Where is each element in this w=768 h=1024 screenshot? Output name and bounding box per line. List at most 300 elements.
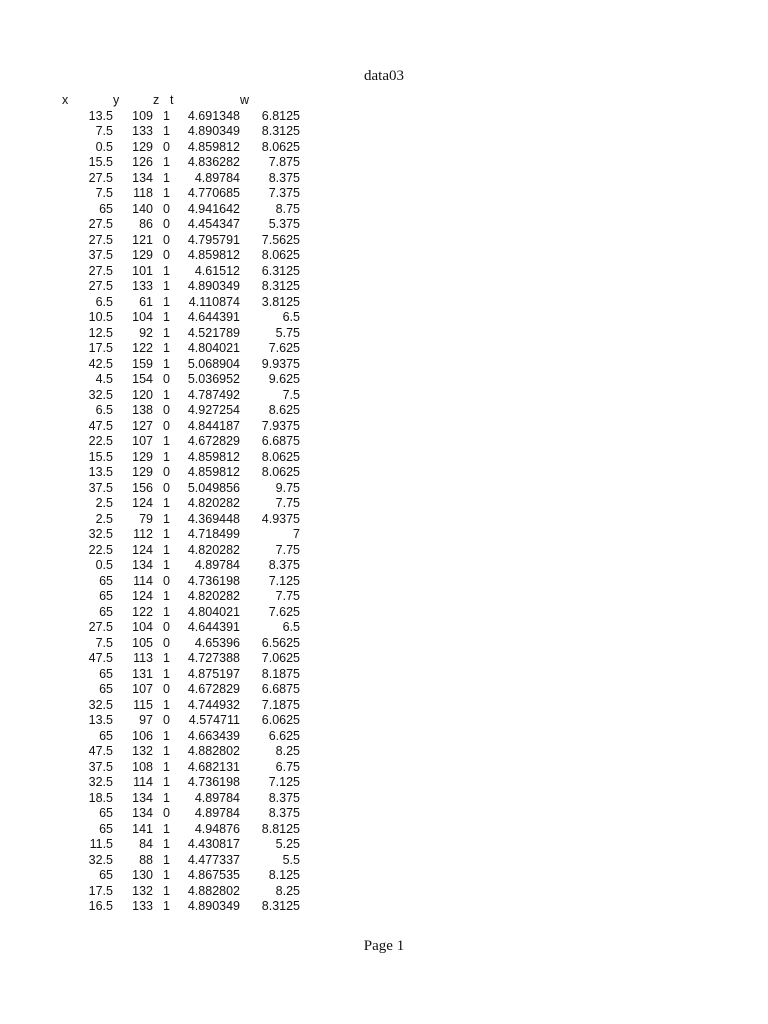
table-cell-x: 7.5 bbox=[95, 635, 113, 650]
table-cell-y: 113 bbox=[133, 651, 153, 665]
table-row bbox=[62, 806, 300, 822]
table-cell-t: 4.65396 bbox=[194, 635, 240, 650]
table-cell-z: 0 bbox=[163, 635, 170, 650]
table-cell-t: 4.89784 bbox=[194, 806, 240, 820]
table-cell-t: 4.89784 bbox=[194, 558, 240, 572]
table-cell-w: 6.0625 bbox=[261, 713, 300, 727]
table-row bbox=[62, 403, 300, 419]
table-cell-w: 9.9375 bbox=[261, 356, 300, 371]
table-cell-x: 65 bbox=[99, 589, 113, 603]
table-cell-w: 7.0625 bbox=[261, 651, 300, 665]
table-row bbox=[62, 233, 300, 249]
table-cell-y: 86 bbox=[139, 217, 153, 231]
table-cell-w: 8.375 bbox=[268, 170, 300, 185]
table-row bbox=[62, 124, 300, 140]
table-cell-w: 4.9375 bbox=[261, 511, 300, 526]
table-cell-t: 4.820282 bbox=[187, 589, 240, 603]
table-cell-x: 65 bbox=[99, 666, 113, 681]
table-row bbox=[62, 667, 300, 683]
table-cell-x: 0.5 bbox=[95, 558, 113, 572]
table-cell-w: 7 bbox=[293, 527, 300, 541]
table-cell-x: 32.5 bbox=[88, 527, 113, 541]
table-cell-w: 5.375 bbox=[268, 217, 300, 231]
table-cell-y: 92 bbox=[139, 325, 153, 340]
table-cell-y: 114 bbox=[133, 775, 153, 789]
table-cell-x: 27.5 bbox=[88, 279, 113, 293]
table-row bbox=[62, 465, 300, 481]
table-row bbox=[62, 775, 300, 791]
table-cell-y: 120 bbox=[132, 387, 153, 402]
table-cell-y: 108 bbox=[132, 759, 153, 774]
table-cell-y: 133 bbox=[132, 899, 153, 913]
table-cell-z: 1 bbox=[163, 744, 170, 758]
column-header-t: t bbox=[170, 93, 174, 107]
table-row bbox=[62, 109, 300, 125]
table-cell-x: 7.5 bbox=[95, 124, 113, 138]
table-cell-y: 124 bbox=[132, 496, 153, 510]
table-cell-w: 8.625 bbox=[268, 403, 300, 417]
table-row bbox=[62, 837, 300, 853]
table-cell-z: 1 bbox=[163, 821, 170, 836]
table-row bbox=[62, 186, 300, 202]
table-row bbox=[62, 155, 300, 171]
table-cell-z: 0 bbox=[163, 372, 170, 386]
table-cell-y: 84 bbox=[139, 837, 153, 851]
table-row bbox=[62, 822, 300, 838]
table-row bbox=[62, 620, 300, 636]
table-cell-x: 16.5 bbox=[88, 899, 113, 913]
table-row bbox=[62, 884, 300, 900]
table-cell-z: 0 bbox=[163, 403, 170, 417]
table-cell-t: 4.477337 bbox=[187, 852, 240, 867]
table-cell-t: 4.859812 bbox=[187, 465, 240, 479]
table-row bbox=[62, 248, 300, 264]
page-number: Page 1 bbox=[363, 938, 405, 954]
table-cell-w: 6.5625 bbox=[261, 635, 300, 650]
table-row bbox=[62, 357, 300, 373]
table-cell-t: 4.890349 bbox=[187, 124, 240, 138]
table-cell-t: 4.770685 bbox=[187, 186, 240, 200]
table-cell-t: 4.736198 bbox=[187, 775, 240, 789]
table-row bbox=[62, 434, 300, 450]
table-cell-w: 3.8125 bbox=[261, 294, 300, 309]
table-cell-t: 4.804021 bbox=[187, 604, 240, 619]
table-cell-y: 129 bbox=[132, 139, 153, 154]
table-cell-x: 0.5 bbox=[95, 139, 113, 154]
table-cell-w: 8.1875 bbox=[261, 666, 300, 681]
table-cell-t: 5.068904 bbox=[187, 356, 240, 371]
table-cell-t: 4.744932 bbox=[187, 697, 240, 712]
table-cell-t: 4.454347 bbox=[187, 217, 240, 231]
table-cell-z: 1 bbox=[163, 837, 170, 851]
table-cell-z: 1 bbox=[163, 852, 170, 867]
table-cell-z: 0 bbox=[163, 465, 170, 479]
column-header-z: z bbox=[153, 93, 160, 107]
table-cell-t: 5.036952 bbox=[187, 372, 240, 386]
table-row bbox=[62, 279, 300, 295]
table-cell-x: 17.5 bbox=[88, 341, 113, 355]
table-cell-y: 132 bbox=[132, 744, 153, 758]
table-cell-t: 4.521789 bbox=[187, 325, 240, 340]
table-cell-y: 129 bbox=[132, 449, 153, 464]
table-cell-y: 134 bbox=[132, 790, 153, 805]
table-row bbox=[62, 543, 300, 559]
table-cell-y: 129 bbox=[132, 248, 153, 262]
table-cell-w: 6.8125 bbox=[261, 108, 300, 123]
table-cell-y: 140 bbox=[132, 201, 153, 216]
table-cell-z: 1 bbox=[163, 542, 170, 557]
table-row bbox=[62, 868, 300, 884]
table-cell-w: 5.75 bbox=[275, 325, 300, 340]
table-cell-z: 1 bbox=[163, 697, 170, 712]
table-cell-y: 133 bbox=[132, 124, 153, 138]
table-cell-w: 7.625 bbox=[268, 341, 300, 355]
table-cell-z: 1 bbox=[163, 434, 170, 448]
table-cell-z: 1 bbox=[163, 775, 170, 789]
table-cell-y: 115 bbox=[133, 697, 153, 712]
table-cell-t: 4.927254 bbox=[187, 403, 240, 417]
table-cell-z: 1 bbox=[163, 589, 170, 603]
table-cell-x: 65 bbox=[99, 806, 113, 820]
table-cell-y: 133 bbox=[132, 279, 153, 293]
table-row bbox=[62, 651, 300, 667]
table-cell-y: 130 bbox=[132, 868, 153, 882]
table-cell-x: 15.5 bbox=[88, 155, 113, 169]
table-cell-y: 88 bbox=[139, 852, 153, 867]
table-cell-t: 4.820282 bbox=[187, 542, 240, 557]
table-row bbox=[62, 388, 300, 404]
table-cell-y: 131 bbox=[132, 666, 153, 681]
table-row bbox=[62, 202, 300, 218]
table-cell-w: 8.0625 bbox=[261, 139, 300, 154]
table-row bbox=[62, 326, 300, 342]
table-cell-w: 8.0625 bbox=[261, 449, 300, 464]
table-cell-x: 32.5 bbox=[88, 697, 113, 712]
table-cell-w: 7.125 bbox=[268, 573, 300, 588]
table-cell-z: 0 bbox=[163, 682, 170, 696]
table-row bbox=[62, 760, 300, 776]
table-cell-x: 42.5 bbox=[88, 356, 113, 371]
table-cell-x: 27.5 bbox=[88, 232, 113, 247]
table-cell-w: 6.5 bbox=[282, 620, 300, 634]
table-cell-z: 0 bbox=[163, 713, 170, 727]
table-cell-w: 7.375 bbox=[268, 186, 300, 200]
table-cell-t: 4.875197 bbox=[187, 666, 240, 681]
table-cell-x: 32.5 bbox=[88, 852, 113, 867]
table-row bbox=[62, 310, 300, 326]
table-cell-t: 4.672829 bbox=[187, 434, 240, 448]
table-cell-x: 2.5 bbox=[95, 496, 113, 510]
table-cell-y: 112 bbox=[133, 527, 153, 541]
table-cell-y: 107 bbox=[132, 682, 153, 696]
table-cell-x: 65 bbox=[99, 821, 113, 836]
table-cell-z: 1 bbox=[163, 666, 170, 681]
table-cell-w: 6.6875 bbox=[261, 682, 300, 696]
table-cell-z: 1 bbox=[163, 728, 170, 743]
table-cell-x: 47.5 bbox=[88, 418, 113, 433]
table-cell-z: 1 bbox=[163, 899, 170, 913]
table-cell-w: 9.625 bbox=[268, 372, 300, 386]
table-cell-z: 0 bbox=[163, 248, 170, 262]
table-cell-t: 4.820282 bbox=[187, 496, 240, 510]
table-cell-z: 1 bbox=[163, 325, 170, 340]
table-cell-x: 6.5 bbox=[95, 403, 113, 417]
table-cell-w: 9.75 bbox=[275, 480, 300, 495]
table-cell-y: 97 bbox=[139, 713, 153, 727]
table-header-row bbox=[62, 93, 300, 109]
table-cell-x: 47.5 bbox=[88, 651, 113, 665]
table-row bbox=[62, 899, 300, 915]
page-title: data03 bbox=[364, 68, 404, 84]
table-row bbox=[62, 512, 300, 528]
column-header-w: w bbox=[240, 93, 250, 107]
table-cell-y: 104 bbox=[132, 310, 153, 324]
table-cell-y: 156 bbox=[132, 480, 153, 495]
table-cell-y: 132 bbox=[132, 883, 153, 898]
table-cell-t: 5.049856 bbox=[187, 480, 240, 495]
table-cell-x: 32.5 bbox=[88, 775, 113, 789]
table-cell-z: 1 bbox=[163, 449, 170, 464]
table-cell-z: 1 bbox=[163, 170, 170, 185]
table-cell-x: 32.5 bbox=[88, 387, 113, 402]
table-cell-w: 5.25 bbox=[275, 837, 300, 851]
table-cell-y: 126 bbox=[132, 155, 153, 169]
table-cell-y: 134 bbox=[132, 170, 153, 185]
table-cell-x: 7.5 bbox=[95, 186, 113, 200]
table-row bbox=[62, 636, 300, 652]
table-cell-x: 27.5 bbox=[88, 263, 113, 278]
table-cell-t: 4.644391 bbox=[187, 310, 240, 324]
table-cell-x: 17.5 bbox=[88, 883, 113, 898]
table-cell-w: 6.75 bbox=[275, 759, 300, 774]
table-cell-t: 4.94876 bbox=[194, 821, 240, 836]
table-cell-y: 61 bbox=[139, 294, 153, 309]
table-cell-t: 4.682131 bbox=[187, 759, 240, 774]
table-cell-t: 4.795791 bbox=[187, 232, 240, 247]
table-cell-y: 109 bbox=[132, 108, 153, 123]
table-cell-z: 1 bbox=[163, 496, 170, 510]
table-cell-w: 7.75 bbox=[275, 589, 300, 603]
table-cell-x: 37.5 bbox=[88, 759, 113, 774]
table-cell-y: 141 bbox=[132, 821, 153, 836]
table-cell-y: 107 bbox=[132, 434, 153, 448]
table-row bbox=[62, 372, 300, 388]
table-cell-x: 13.5 bbox=[88, 108, 113, 123]
table-row bbox=[62, 605, 300, 621]
table-cell-y: 101 bbox=[132, 263, 153, 278]
table-row bbox=[62, 295, 300, 311]
table-cell-x: 10.5 bbox=[88, 310, 113, 324]
table-cell-t: 4.890349 bbox=[187, 279, 240, 293]
table-cell-w: 7.1875 bbox=[261, 697, 300, 712]
table-row bbox=[62, 729, 300, 745]
table-cell-y: 114 bbox=[133, 573, 153, 588]
table-cell-t: 4.369448 bbox=[187, 511, 240, 526]
table-cell-x: 2.5 bbox=[95, 511, 113, 526]
table-cell-t: 4.867535 bbox=[187, 868, 240, 882]
table-cell-z: 1 bbox=[163, 341, 170, 355]
table-cell-t: 4.859812 bbox=[187, 248, 240, 262]
table-cell-t: 4.644391 bbox=[187, 620, 240, 634]
table-cell-y: 124 bbox=[132, 589, 153, 603]
table-cell-w: 7.75 bbox=[275, 496, 300, 510]
table-row bbox=[62, 744, 300, 760]
table-cell-y: 127 bbox=[132, 418, 153, 433]
table-cell-t: 4.736198 bbox=[187, 573, 240, 588]
table-cell-z: 0 bbox=[163, 217, 170, 231]
table-row bbox=[62, 171, 300, 187]
table-cell-t: 4.859812 bbox=[187, 449, 240, 464]
table-row bbox=[62, 450, 300, 466]
table-cell-w: 7.875 bbox=[268, 155, 300, 169]
table-cell-x: 27.5 bbox=[88, 620, 113, 634]
table-cell-w: 8.3125 bbox=[261, 899, 300, 913]
column-header-x: x bbox=[62, 93, 69, 107]
table-row bbox=[62, 713, 300, 729]
table-cell-z: 1 bbox=[163, 527, 170, 541]
table-cell-w: 6.5 bbox=[282, 310, 300, 324]
table-cell-w: 5.5 bbox=[282, 852, 300, 867]
table-cell-x: 65 bbox=[99, 573, 113, 588]
table-cell-z: 1 bbox=[163, 868, 170, 882]
table-row bbox=[62, 217, 300, 233]
table-cell-w: 8.3125 bbox=[261, 279, 300, 293]
table-row bbox=[62, 791, 300, 807]
table-cell-w: 7.125 bbox=[268, 775, 300, 789]
table-cell-y: 122 bbox=[132, 341, 153, 355]
table-cell-w: 7.5625 bbox=[261, 232, 300, 247]
table-cell-t: 4.882802 bbox=[187, 883, 240, 898]
table-cell-x: 13.5 bbox=[88, 465, 113, 479]
data-table bbox=[62, 93, 300, 915]
table-cell-w: 6.6875 bbox=[261, 434, 300, 448]
table-cell-w: 8.0625 bbox=[261, 465, 300, 479]
table-cell-z: 1 bbox=[163, 356, 170, 371]
table-cell-z: 1 bbox=[163, 759, 170, 774]
table-row bbox=[62, 481, 300, 497]
table-cell-x: 65 bbox=[99, 604, 113, 619]
table-cell-z: 1 bbox=[163, 790, 170, 805]
table-cell-t: 4.574711 bbox=[188, 713, 240, 727]
table-cell-t: 4.787492 bbox=[187, 387, 240, 402]
table-cell-y: 134 bbox=[132, 806, 153, 820]
table-cell-t: 4.89784 bbox=[194, 790, 240, 805]
table-cell-y: 154 bbox=[132, 372, 153, 386]
table-cell-t: 4.844187 bbox=[187, 418, 240, 433]
table-cell-y: 124 bbox=[132, 542, 153, 557]
table-cell-x: 27.5 bbox=[88, 217, 113, 231]
table-cell-t: 4.836282 bbox=[187, 155, 240, 169]
table-cell-t: 4.941642 bbox=[187, 201, 240, 216]
table-cell-w: 8.25 bbox=[275, 883, 300, 898]
table-cell-x: 47.5 bbox=[88, 744, 113, 758]
table-cell-z: 1 bbox=[163, 310, 170, 324]
table-row bbox=[62, 419, 300, 435]
table-cell-z: 1 bbox=[163, 387, 170, 402]
table-cell-w: 8.375 bbox=[268, 790, 300, 805]
table-cell-w: 7.9375 bbox=[261, 418, 300, 433]
table-cell-z: 1 bbox=[163, 883, 170, 898]
table-cell-y: 122 bbox=[132, 604, 153, 619]
table-cell-t: 4.718499 bbox=[187, 527, 240, 541]
table-cell-y: 134 bbox=[132, 558, 153, 572]
table-body bbox=[62, 109, 300, 915]
table-cell-z: 1 bbox=[163, 604, 170, 619]
table-cell-y: 121 bbox=[132, 232, 153, 247]
table-cell-w: 7.75 bbox=[275, 542, 300, 557]
table-cell-w: 6.625 bbox=[268, 728, 300, 743]
table-cell-t: 4.727388 bbox=[187, 651, 240, 665]
table-row bbox=[62, 527, 300, 543]
table-row bbox=[62, 496, 300, 512]
table-cell-y: 106 bbox=[132, 728, 153, 743]
table-cell-z: 1 bbox=[163, 155, 170, 169]
table-cell-x: 22.5 bbox=[88, 434, 113, 448]
table-cell-y: 79 bbox=[139, 511, 153, 526]
table-row bbox=[62, 853, 300, 869]
table-cell-z: 1 bbox=[163, 263, 170, 278]
table-cell-z: 0 bbox=[163, 480, 170, 495]
table-cell-x: 37.5 bbox=[88, 480, 113, 495]
table-cell-y: 118 bbox=[133, 186, 153, 200]
table-cell-w: 8.375 bbox=[268, 806, 300, 820]
table-cell-x: 4.5 bbox=[95, 372, 113, 386]
table-cell-z: 0 bbox=[163, 573, 170, 588]
table-cell-t: 4.882802 bbox=[187, 744, 240, 758]
table-cell-z: 0 bbox=[163, 232, 170, 247]
table-cell-y: 159 bbox=[132, 356, 153, 371]
table-cell-x: 11.5 bbox=[89, 837, 113, 851]
table-cell-t: 4.859812 bbox=[187, 139, 240, 154]
table-cell-x: 65 bbox=[99, 682, 113, 696]
table-row bbox=[62, 682, 300, 698]
table-cell-w: 7.5 bbox=[282, 387, 300, 402]
table-cell-y: 129 bbox=[132, 465, 153, 479]
table-cell-z: 0 bbox=[163, 201, 170, 216]
table-cell-t: 4.89784 bbox=[194, 170, 240, 185]
table-cell-z: 1 bbox=[163, 558, 170, 572]
table-cell-z: 1 bbox=[163, 294, 170, 309]
table-cell-w: 8.25 bbox=[275, 744, 300, 758]
table-cell-t: 4.110874 bbox=[188, 294, 240, 309]
table-cell-x: 37.5 bbox=[88, 248, 113, 262]
table-cell-w: 6.3125 bbox=[261, 263, 300, 278]
table-cell-x: 15.5 bbox=[88, 449, 113, 464]
table-cell-z: 1 bbox=[163, 651, 170, 665]
table-cell-y: 105 bbox=[132, 635, 153, 650]
table-cell-y: 104 bbox=[132, 620, 153, 634]
table-cell-t: 4.804021 bbox=[187, 341, 240, 355]
table-cell-x: 13.5 bbox=[88, 713, 113, 727]
table-cell-x: 22.5 bbox=[88, 542, 113, 557]
table-cell-z: 0 bbox=[163, 139, 170, 154]
table-cell-x: 6.5 bbox=[95, 294, 113, 309]
table-cell-z: 1 bbox=[163, 511, 170, 526]
table-cell-w: 8.75 bbox=[275, 201, 300, 216]
table-cell-w: 7.625 bbox=[268, 604, 300, 619]
column-header-y: y bbox=[113, 93, 120, 107]
table-cell-w: 8.3125 bbox=[261, 124, 300, 138]
table-cell-w: 8.8125 bbox=[261, 821, 300, 836]
table-cell-t: 4.663439 bbox=[187, 728, 240, 743]
table-cell-z: 1 bbox=[163, 186, 170, 200]
table-cell-w: 8.0625 bbox=[261, 248, 300, 262]
table-cell-z: 1 bbox=[163, 124, 170, 138]
table-cell-y: 138 bbox=[132, 403, 153, 417]
table-cell-z: 0 bbox=[163, 806, 170, 820]
table-cell-x: 65 bbox=[99, 868, 113, 882]
table-row bbox=[62, 698, 300, 714]
